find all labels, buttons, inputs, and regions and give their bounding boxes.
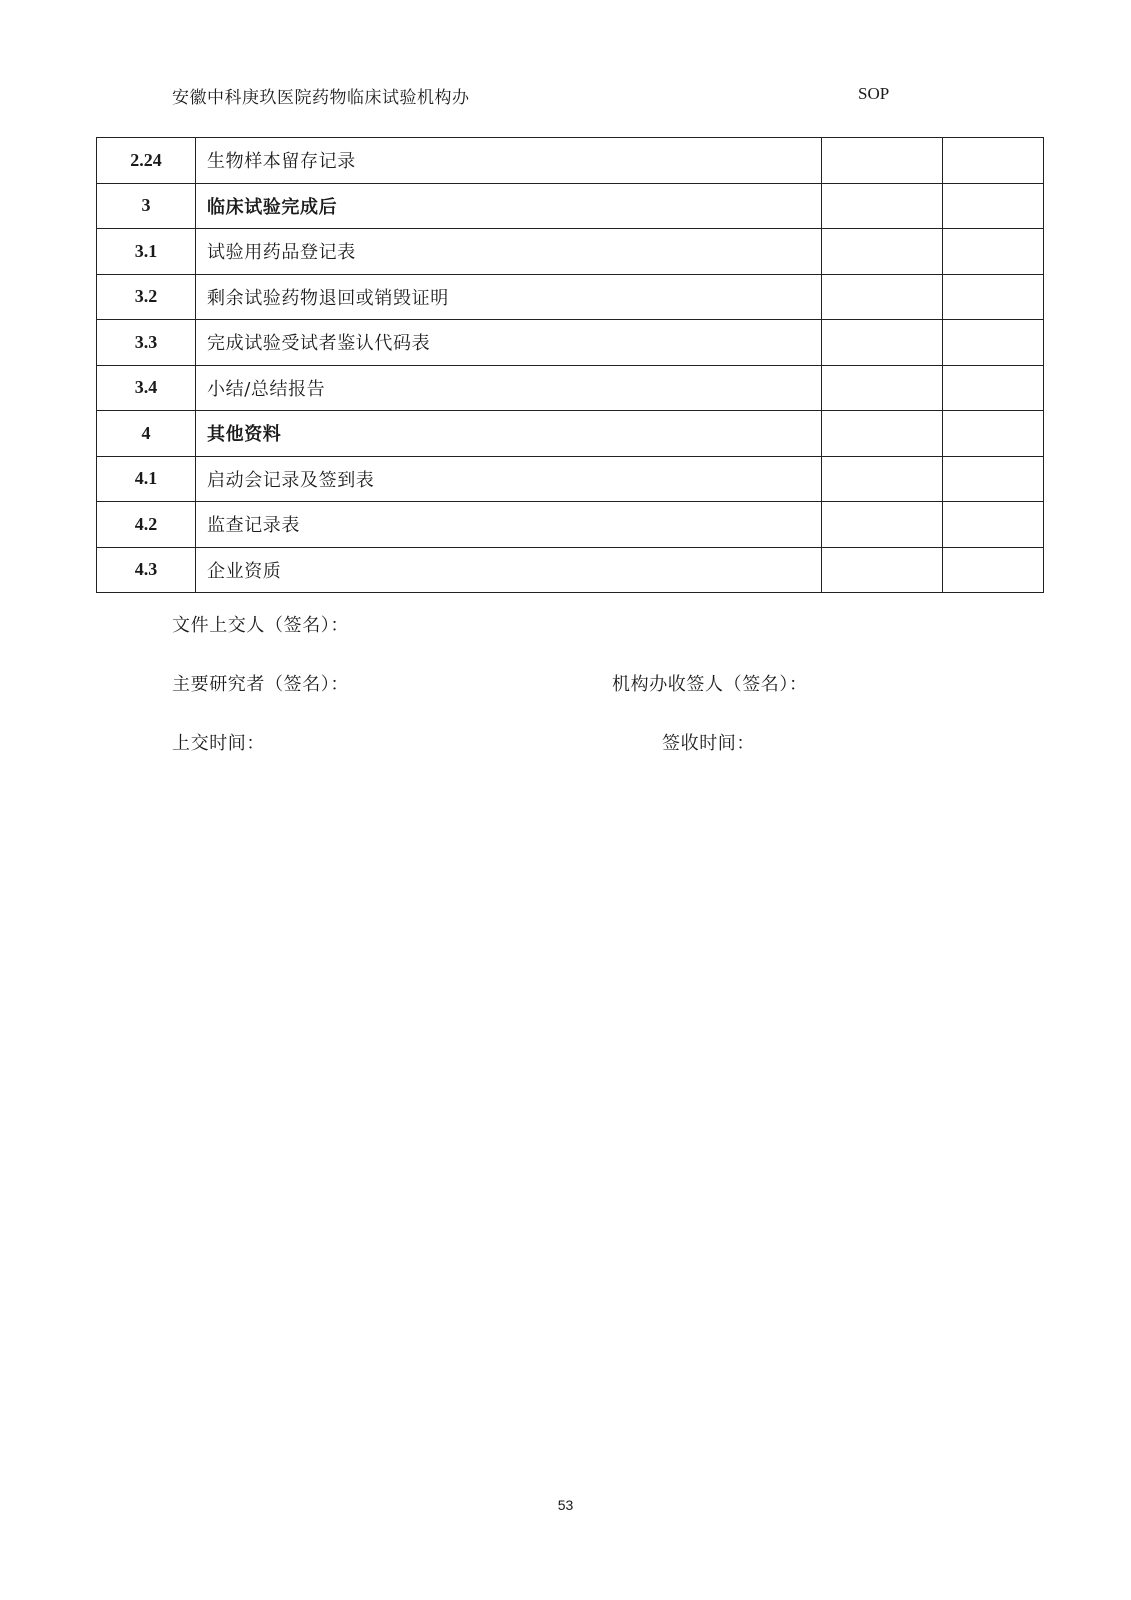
document-code: SOP bbox=[858, 84, 890, 103]
remark-cell[interactable] bbox=[943, 138, 1044, 184]
row-item: 试验用药品登记表 bbox=[196, 229, 822, 275]
submit-time-label: 上交时间： bbox=[172, 733, 265, 754]
row-item: 小结/总结报告 bbox=[196, 365, 822, 411]
row-item: 监查记录表 bbox=[196, 502, 822, 548]
table-section-row bbox=[97, 411, 1044, 457]
page-number: 53 bbox=[557, 1497, 574, 1513]
row-number: 4.3 bbox=[97, 547, 196, 593]
row-number: 3.1 bbox=[97, 229, 196, 275]
table-row bbox=[97, 502, 1044, 548]
check-cell[interactable] bbox=[822, 274, 943, 320]
table-row bbox=[97, 547, 1044, 593]
check-cell[interactable] bbox=[822, 411, 943, 457]
check-cell[interactable] bbox=[822, 365, 943, 411]
check-cell[interactable] bbox=[822, 456, 943, 502]
check-cell[interactable] bbox=[822, 502, 943, 548]
table-row bbox=[97, 365, 1044, 411]
check-cell[interactable] bbox=[822, 320, 943, 366]
row-item: 其他资料 bbox=[196, 411, 822, 457]
row-item: 剩余试验药物退回或销毁证明 bbox=[196, 274, 822, 320]
row-item: 生物样本留存记录 bbox=[196, 138, 822, 184]
row-number: 2.24 bbox=[97, 138, 196, 184]
row-item: 企业资质 bbox=[196, 547, 822, 593]
row-number: 3 bbox=[97, 183, 196, 229]
row-number: 3.2 bbox=[97, 274, 196, 320]
remark-cell[interactable] bbox=[943, 456, 1044, 502]
check-cell[interactable] bbox=[822, 547, 943, 593]
table-section-row bbox=[97, 183, 1044, 229]
row-number: 3.3 bbox=[97, 320, 196, 366]
institution-name: 安徽中科庚玖医院药物临床试验机构办 bbox=[172, 88, 470, 108]
office-receiver-signature-label: 机构办收签人（签名）： bbox=[612, 674, 808, 695]
receive-time-label: 签收时间： bbox=[662, 733, 755, 754]
remark-cell[interactable] bbox=[943, 183, 1044, 229]
check-cell[interactable] bbox=[822, 229, 943, 275]
remark-cell[interactable] bbox=[943, 365, 1044, 411]
principal-investigator-signature-label: 主要研究者（签名）： bbox=[172, 674, 349, 695]
table-row bbox=[97, 320, 1044, 366]
remark-cell[interactable] bbox=[943, 320, 1044, 366]
row-number: 4.1 bbox=[97, 456, 196, 502]
row-number: 4.2 bbox=[97, 502, 196, 548]
row-item: 完成试验受试者鉴认代码表 bbox=[196, 320, 822, 366]
table-row bbox=[97, 456, 1044, 502]
table-row bbox=[97, 229, 1044, 275]
remark-cell[interactable] bbox=[943, 502, 1044, 548]
table-body bbox=[97, 138, 1044, 593]
check-cell[interactable] bbox=[822, 183, 943, 229]
row-item: 临床试验完成后 bbox=[196, 183, 822, 229]
row-item: 启动会记录及签到表 bbox=[196, 456, 822, 502]
submitter-signature-label: 文件上交人（签名）： bbox=[172, 615, 349, 636]
remark-cell[interactable] bbox=[943, 547, 1044, 593]
row-number: 4 bbox=[97, 411, 196, 457]
remark-cell[interactable] bbox=[943, 274, 1044, 320]
remark-cell[interactable] bbox=[943, 411, 1044, 457]
row-number: 3.4 bbox=[97, 365, 196, 411]
table-row bbox=[97, 274, 1044, 320]
document-checklist-table bbox=[96, 137, 1044, 593]
check-cell[interactable] bbox=[822, 138, 943, 184]
remark-cell[interactable] bbox=[943, 229, 1044, 275]
table-row bbox=[97, 138, 1044, 184]
